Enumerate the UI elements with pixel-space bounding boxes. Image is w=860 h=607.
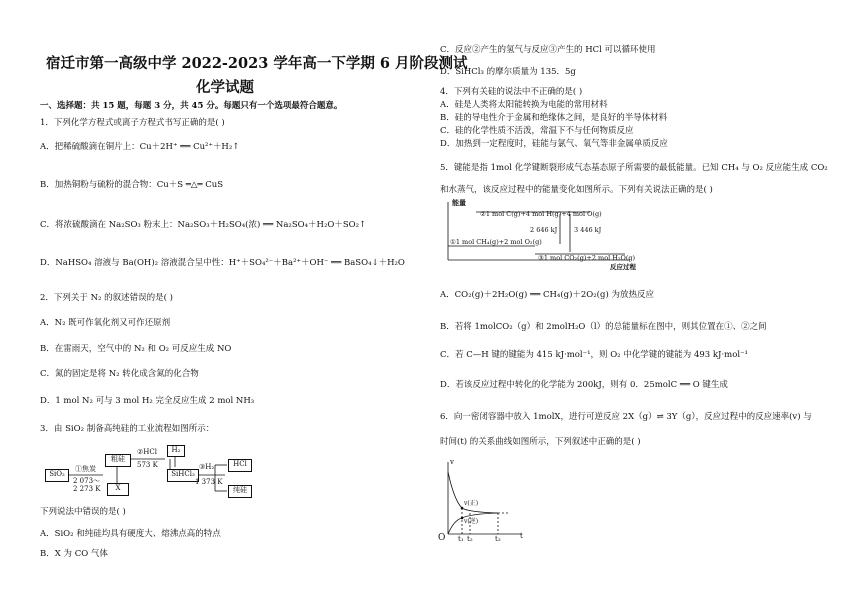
q6-rate-graph bbox=[438, 460, 538, 545]
q5-option-d: D．若该反应过程中转化的化学能为 200kJ，则有 0．25molC ══ O 键生成 bbox=[440, 380, 728, 390]
flow-hcl-out: HCl bbox=[228, 459, 252, 472]
energy-level3: ③1 mol CO₂(g)+2 mol H₂O(g) bbox=[538, 254, 636, 262]
q4-option-b: B．硅的导电性介于金属和绝缘体之间，是良好的半导体材料 bbox=[440, 113, 668, 123]
q5-option-a: A．CO₂(g)＋2H₂O(g) ══ CH₄(g)＋2O₂(g) 为放热反应 bbox=[440, 290, 654, 300]
q3-option-a: A．SiO₂ 和纯硅均具有硬度大、熔沸点高的特点 bbox=[40, 529, 221, 539]
q5-stem-line1: 5．键能是指 1mol 化学键断裂形成气态基态原子所需要的最低能量。已知 CH₄ 与 O₂ 反应能生成 CO₂ bbox=[440, 163, 828, 173]
flow-hcl-step: ②HCl bbox=[137, 448, 157, 456]
graph-t-label: t bbox=[520, 532, 523, 540]
flow-temp3: 573 K bbox=[137, 461, 158, 469]
q5-option-c: C．若 C—H 键的键能为 415 kJ·mol⁻¹，则 O₂ 中化学键的键能为 493 kJ·mol⁻¹ bbox=[440, 350, 748, 360]
graph-forward-rate: v(正) bbox=[464, 500, 479, 507]
q4-option-a: A．硅是人类将太阳能转换为电能的常用材料 bbox=[440, 100, 608, 110]
q2-option-a: A．N₂ 既可作氧化剂又可作还原剂 bbox=[40, 318, 171, 328]
energy-level2: ②1 mol C(g)+4 mol H(g)+4 mol O(g) bbox=[480, 210, 602, 218]
q4-option-c: C．硅的化学性质不活泼，常温下不与任何物质反应 bbox=[440, 126, 634, 136]
page-title: 宿迁市第一高级中学 2022-2023 学年高一下学期 6 月阶段测试 bbox=[46, 55, 468, 72]
q3-option-d: D．SiHCl₃ 的摩尔质量为 135．5g bbox=[440, 67, 576, 77]
q1-option-d: D．NaHSO₄ 溶液与 Ba(OH)₂ 溶液混合呈中性：H⁺＋SO₄²⁻＋Ba²⁺＋OH⁻ ══ BaSO₄↓＋H₂O bbox=[40, 258, 405, 268]
q1-option-a: A．把稀硫酸滴在铜片上：Cu＋2H⁺ ══ Cu²⁺＋H₂↑ bbox=[40, 142, 240, 152]
flow-h2-top: H₂ bbox=[167, 445, 185, 457]
energy-ylabel: 能量 bbox=[452, 198, 466, 207]
q4-option-d: D．加热到一定程度时，硅能与氯气、氧气等非金属单质反应 bbox=[440, 139, 668, 149]
graph-v-label: v bbox=[450, 458, 454, 466]
rate-curves bbox=[438, 460, 538, 545]
q6-stem-line1: 6．向一密闭容器中放入 1molX，进行可逆反应 2X（g）⇌ 3Y（g），反应过程中的反应速率(v) 与 bbox=[440, 412, 812, 422]
q2-option-c: C．氮的固定是将 N₂ 转化成含氮的化合物 bbox=[40, 369, 199, 379]
q5-energy-diagram bbox=[440, 198, 640, 273]
flow-pure-si: 纯硅 bbox=[228, 485, 252, 498]
flow-h2-step: ③H₂ bbox=[199, 463, 215, 471]
q2-option-b: B．在雷雨天，空气中的 N₂ 和 O₂ 可反应生成 NO bbox=[40, 344, 232, 354]
graph-t1: t₁ bbox=[458, 535, 464, 543]
page-subtitle: 化学试题 bbox=[196, 79, 254, 96]
q3-stem: 3．由 SiO₂ 制备高纯硅的工业流程如图所示： bbox=[40, 424, 215, 434]
graph-origin: O bbox=[438, 533, 446, 543]
q5-stem-line2: 和水蒸气，该反应过程中的能量变化如图所示。下列有关说法正确的是( ) bbox=[440, 185, 713, 195]
q1-stem: 1．下列化学方程式或离子方程式书写正确的是( ) bbox=[40, 118, 225, 128]
flow-crude-si: 粗硅 bbox=[105, 454, 131, 467]
q4-stem: 4．下列有关硅的说法中不正确的是( ) bbox=[440, 87, 583, 97]
q6-stem-line2: 时间(t) 的关系曲线如图所示，下列叙述中正确的是( ) bbox=[440, 437, 641, 447]
flow-temp2: 2 273 K bbox=[73, 485, 101, 493]
flow-x: X bbox=[107, 483, 129, 496]
q1-option-b: B．加热铜粉与硫粉的混合物：Cu＋S ═△═ CuS bbox=[40, 180, 224, 190]
energy-xlabel: 反应过程 bbox=[610, 263, 636, 271]
q2-stem: 2．下列关于 N₂ 的叙述错误的是( ) bbox=[40, 293, 173, 303]
q3-option-b: B．X 为 CO 气体 bbox=[40, 549, 108, 559]
section-heading: 一、选择题：共 15 题，每题 3 分，共 45 分。每题只有一个选项最符合题意。 bbox=[40, 101, 343, 111]
graph-reverse-rate: v(逆) bbox=[464, 518, 479, 525]
graph-t2: t₂ bbox=[467, 535, 473, 543]
energy-level1: ①1 mol CH₄(g)+2 mol O₂(g) bbox=[450, 238, 542, 246]
q5-option-b: B．若将 1molCO₂（g）和 2molH₂O（l）的总能量标在图中，则其位置在①、②之间 bbox=[440, 322, 767, 332]
energy-e1: 2 646 kJ bbox=[530, 226, 558, 234]
graph-t3: t₃ bbox=[495, 535, 501, 543]
q3-flow-diagram bbox=[45, 445, 255, 500]
q2-option-d: D．1 mol N₂ 可与 3 mol H₂ 完全反应生成 2 mol NH₃ bbox=[40, 396, 255, 406]
q3-after: 下列说法中错误的是( ) bbox=[40, 507, 126, 517]
flow-temp4: 1 373 K bbox=[195, 478, 223, 486]
flow-sihcl3: SiHCl₃ bbox=[167, 469, 199, 482]
energy-e2: 3 446 kJ bbox=[574, 226, 602, 234]
flow-coke: ①焦炭 bbox=[75, 465, 96, 473]
q1-option-c: C．将浓硫酸滴在 Na₂SO₃ 粉末上：Na₂SO₃＋H₂SO₄(浓) ══ Na₂SO₄＋H₂O＋SO₂↑ bbox=[40, 220, 367, 230]
q3-option-c: C．反应②产生的氢气与反应③产生的 HCl 可以循环使用 bbox=[440, 45, 656, 55]
flow-temp1: 2 073～ bbox=[73, 477, 101, 485]
flow-sio2: SiO₂ bbox=[45, 469, 69, 482]
